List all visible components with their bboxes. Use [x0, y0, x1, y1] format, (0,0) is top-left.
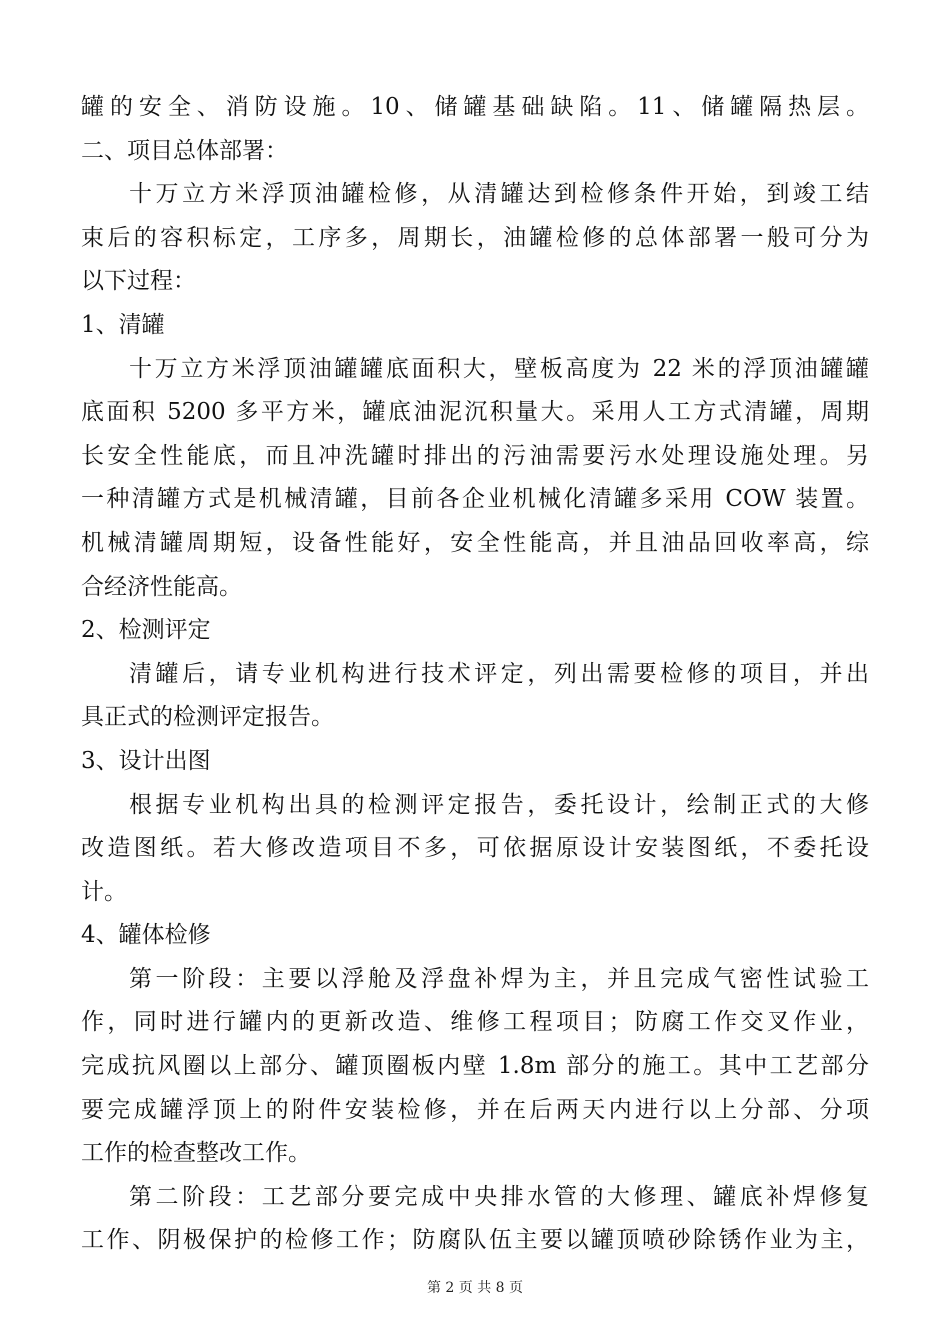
- text-line: 工作的检查整改工作。: [81, 1140, 311, 1167]
- section-heading: 二、项目总体部署：: [81, 137, 288, 164]
- text-line: 机械清罐周期短，设备性能好，安全性能高，并且油品回收率高，综: [81, 529, 869, 556]
- subsection-heading: 4、罐体检修: [81, 922, 211, 949]
- text-line: 十万立方米浮顶油罐罐底面积大，壁板高度为 22 米的浮顶油罐罐: [129, 355, 869, 382]
- text-line: 第二阶段：工艺部分要完成中央排水管的大修理、罐底补焊修复: [129, 1183, 869, 1210]
- text-line: 以下过程：: [81, 268, 196, 295]
- text-line: 改造图纸。若大修改造项目不多，可依据原设计安装图纸，不委托设: [81, 835, 869, 862]
- subsection-heading: 3、设计出图: [81, 747, 211, 774]
- text-line: 作，同时进行罐内的更新改造、维修工程项目；防腐工作交叉作业，: [81, 1009, 869, 1036]
- text-line: 一种清罐方式是机械清罐，目前各企业机械化清罐多采用 COW 装置。: [81, 486, 869, 513]
- text-line: 合经济性能高。: [81, 573, 242, 600]
- text-line: 具正式的检测评定报告。: [81, 704, 334, 731]
- document-body: [81, 86, 869, 1263]
- text-line: 第一阶段：主要以浮舱及浮盘补焊为主，并且完成气密性试验工: [129, 965, 869, 992]
- text-line: 十万立方米浮顶油罐检修，从清罐达到检修条件开始，到竣工结: [129, 181, 869, 208]
- subsection-heading: 1、清罐: [81, 311, 165, 338]
- text-line: 根据专业机构出具的检测评定报告，委托设计，绘制正式的大修: [129, 791, 869, 818]
- page-footer: 第 2 页 共 8 页: [426, 1280, 524, 1296]
- text-line: 清罐后，请专业机构进行技术评定，列出需要检修的项目，并出: [129, 660, 869, 687]
- text-line: 罐的安全、消防设施。10、储罐基础缺陷。11、储罐隔热层。: [81, 94, 869, 120]
- text-line: 工作、阴极保护的检修工作；防腐队伍主要以罐顶喷砂除锈作业为主，: [81, 1227, 869, 1254]
- text-line: 长安全性能底，而且冲洗罐时排出的污油需要污水处理设施处理。另: [81, 442, 869, 469]
- text-line: 底面积 5200 多平方米，罐底油泥沉积量大。采用人工方式清罐，周期: [81, 399, 869, 426]
- text-line: 束后的容积标定，工序多，周期长，油罐检修的总体部署一般可分为: [81, 224, 869, 251]
- subsection-heading: 2、检测评定: [81, 617, 211, 644]
- text-line: 要完成罐浮顶上的附件安装检修，并在后两天内进行以上分部、分项: [81, 1096, 869, 1123]
- text-line: 计。: [81, 878, 127, 905]
- text-line: 完成抗风圈以上部分、罐顶圈板内壁 1.8m 部分的施工。其中工艺部分: [81, 1053, 869, 1080]
